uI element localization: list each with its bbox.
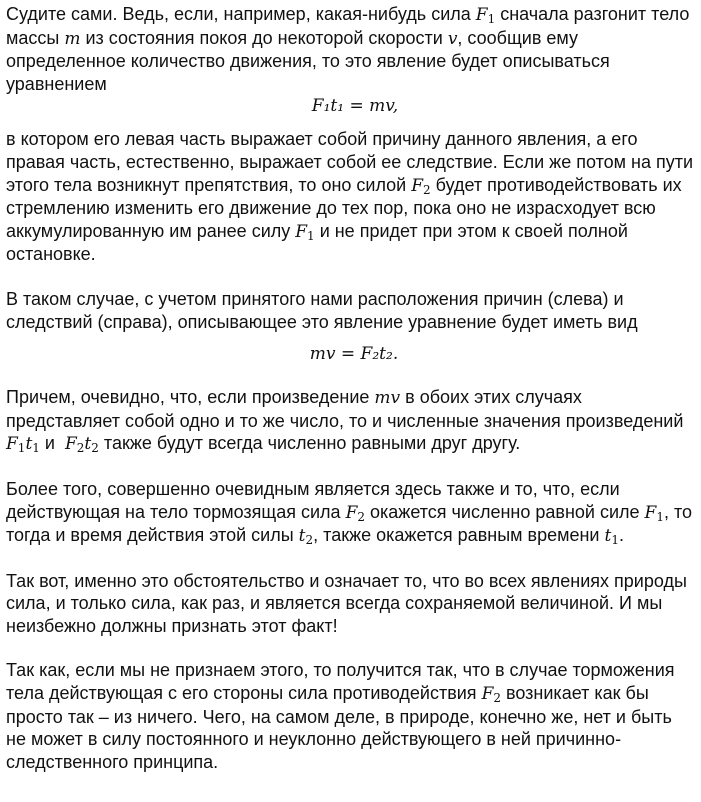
math-subscript: 1: [656, 509, 664, 524]
text: окажется численно равной силе: [365, 501, 645, 522]
text: , сообщив ему определенное количество движения, то это явление будет описываться уравнением: [6, 27, 610, 94]
math-symbol: F: [64, 434, 77, 455]
paragraph-6: Так вот, именно это обстоятельство и означает то, что во всех явлениях природы сила, и только сила, как раз, и является всегда сохраняемой величиной. И мы неизбежно должны признать этот факт!: [6, 570, 687, 636]
math-F2: [411, 176, 430, 196]
math-subscript: 1: [17, 441, 26, 456]
math-symbol: F: [475, 5, 488, 25]
math-F1: [645, 503, 664, 523]
paragraph-4: [6, 386, 696, 456]
math-t1: [604, 526, 618, 546]
math-symbol: F: [481, 684, 494, 705]
math-symbol: F: [644, 502, 657, 523]
math-symbol: F: [6, 434, 18, 455]
math-F2: [346, 503, 365, 523]
math-v: v: [447, 28, 458, 49]
paragraph-2: [6, 128, 696, 266]
math-subscript: 2: [357, 509, 365, 524]
text: .: [618, 525, 624, 546]
math-t2: [299, 526, 313, 546]
math-m: m: [64, 28, 81, 49]
math-mv: mv: [374, 388, 401, 409]
math-F2: [482, 684, 501, 704]
text: также будут всегда численно равными друг другу.: [98, 433, 521, 454]
equation-2: mv = F₂t₂.: [309, 344, 399, 365]
math-subscript: 1: [307, 228, 315, 243]
math-subscript: 2: [493, 691, 501, 706]
text: и не придет при этом к своей полной остановке.: [6, 220, 628, 265]
math-subscript: 2: [305, 533, 314, 548]
text: из состояния покоя до некоторой скорости: [80, 27, 448, 48]
text: сначала разгонит тело массы: [6, 4, 690, 48]
text: будет противодействовать их стремлению изменить его движение до тех пор, пока оно не израсходует всю аккумулированную им ранее силу: [6, 174, 682, 241]
text: Причем, очевидно, что, если произведение: [6, 387, 375, 408]
math-symbol: F: [295, 221, 308, 242]
math-symbol: t: [298, 526, 306, 547]
paragraph-5: [6, 478, 696, 548]
math-symbol: t: [25, 434, 33, 455]
text: , то тогда и время действия этой силы: [6, 501, 693, 546]
math-F1: [295, 222, 314, 242]
paragraph-3: В таком случае, с учетом принятого нами расположения причин (слева) и следствий (справа), описывающее это явление уравнение будет иметь вид: [6, 288, 638, 332]
math-subscript: 2: [76, 441, 85, 456]
document-page: [6, 3, 696, 773]
equation-1: F₁t₁ = mv,: [311, 96, 399, 117]
math-subscript: 1: [32, 441, 40, 456]
text: Более того, совершенно очевидным является здесь также и то, что, если действующая на тело тормозящая сила: [6, 478, 620, 522]
text: Так как, если мы не признаем этого, то получится так, что в случае торможения тела действующая с его стороны сила противодействия: [6, 660, 675, 704]
math-symbol: t: [84, 434, 92, 455]
math-subscript: 2: [423, 182, 431, 197]
text: , также окажется равным времени: [313, 525, 605, 546]
text: возникает как бы просто так – из ничего. Чего, на самом деле, в природе, конечно же, нет и быть не может в силу постоянного и неуклонно действующего в ней причинно-следственного принципа.: [6, 683, 672, 772]
text: и: [39, 433, 65, 454]
math-F2t2: [65, 434, 99, 454]
math-F1t1: [6, 434, 40, 454]
paragraph-7: [6, 659, 696, 773]
text: в котором его левая часть выражает собой причину данного явления, а его правая часть, естественно, выражает собой ее следствие. Если же потом на пути этого тела возникнут препятствия, то оно силой: [6, 129, 694, 195]
text: в обоих этих случаях представляет собой одно и то же число, то и численные значения произведений: [6, 387, 684, 431]
math-subscript: 1: [611, 533, 619, 548]
text: Судите сами. Ведь, если, например, какая-нибудь сила: [6, 4, 476, 24]
math-subscript: 1: [487, 12, 496, 26]
math-symbol: F: [411, 175, 424, 196]
math-symbol: t: [604, 526, 612, 547]
paragraph-1: [6, 3, 696, 95]
math-subscript: 2: [91, 441, 99, 456]
math-symbol: F: [345, 502, 358, 523]
math-F1: [476, 5, 495, 25]
